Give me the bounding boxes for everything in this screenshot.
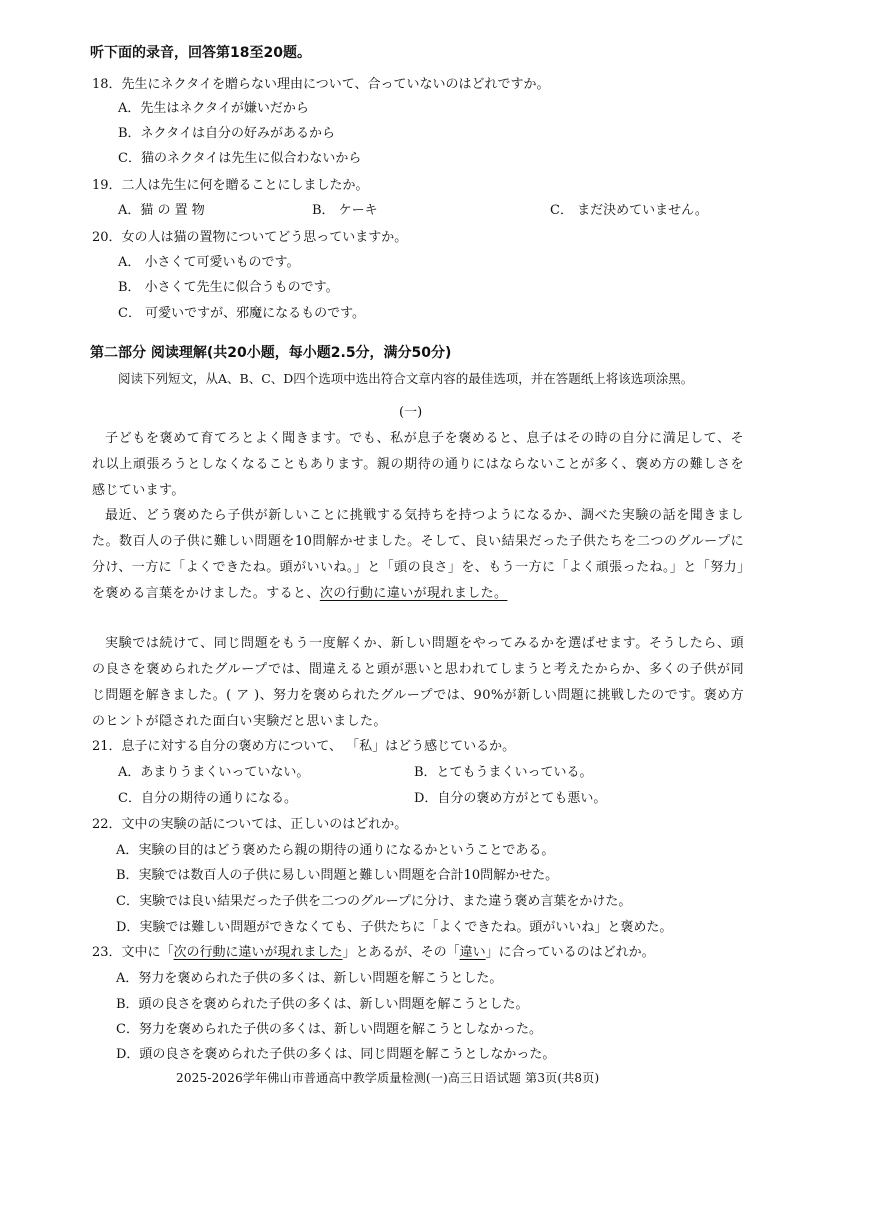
passage-paragraph-1: 子どもを褒めて育てろとよく聞きます。でも、私が息子を褒めると、息子はその時の自分に満足して、それ以上頑張ろうとしなくなることもあります。親の期待の通りにはならないことが多く、褒め方の難しさを感じています。 [92,431,744,498]
reading-section-title: 第二部分 阅读理解(共20小题，每小题2.5分，满分50分) [90,345,452,361]
question-22-stem: 22．文中の実験の話については、正しいのはどれか。 [92,817,408,832]
passage-number: (一) [399,405,423,420]
question-22-option-d: D．実験では難しい問題ができなくても、子供たちに「よくできたね。頭がいいね」と褒めた。 [116,920,673,935]
question-19-option-b: B． ケーキ [312,203,378,218]
paragraph-2-text: 最近、どう褒めたら子供が新しいことに挑戦する気持ちを持つようになるか、調べた実験の話を聞きました。数百人の子供に難しい問題を10問解かせました。そして、良い結果だった子供たちを二つのグループに分け、一方に「よくできたね。頭がいいね。」と「頭の良さ」を、もう一方に「よく頑張ったね。」と「努力」を褒める言葉をかけました。すると、 [92,508,744,601]
underlined-phrase: 次の行動に違いが現れました。 [319,586,508,601]
question-19-stem: 19．二人は先生に何を贈ることにしましたか。 [92,178,369,193]
question-20-option-b: B． 小さくて先生に似合うものです。 [118,280,339,295]
question-19-option-a: A．猫 の 置 物 [118,203,205,218]
listening-instruction: 听下面的录音，回答第18至20题。 [90,45,311,61]
question-18-option-a: A．先生はネクタイが嫌いだから [118,101,309,116]
question-22-option-a: A．実験の目的はどう褒めたら親の期待の通りになるかということである。 [116,843,555,858]
question-22-option-c: C．実験では良い結果だった子供を二つのグループに分け、また違う褒め言葉をかけた。 [116,894,632,909]
question-23-option-c: C．努力を褒められた子供の多くは、新しい問題を解こうとしなかった。 [116,1022,542,1037]
question-21-option-b: B．とてもうまくいっている。 [414,765,593,780]
question-23-stem-pre: 23．文中に「 [92,945,174,960]
question-20-option-a: A． 小さくて可愛いものです。 [118,255,300,270]
question-18-stem: 18．先生にネクタイを贈らない理由について、合っていないのはどれですか。 [92,77,550,92]
question-21-option-a: A．あまりうまくいっていない。 [118,765,310,780]
question-19-option-c: C． まだ決めていません。 [550,203,708,218]
question-23-stem-mid: 」とあるが、その「 [342,945,460,960]
question-23-stem-post: 」に合っているのはどれか。 [485,945,655,960]
question-21-stem: 21．息子に対する自分の褒め方について、 「私」はどう感じているか。 [92,739,516,754]
reading-instruction: 阅读下列短文，从A、B、C、D四个选项中选出符合文章内容的最佳选项，并在答题纸上将该选项涂黑。 [118,371,694,386]
question-20-stem: 20．女の人は猫の置物についてどう思っていますか。 [92,230,408,245]
passage-paragraph-3: 実験では続けて、同じ問題をもう一度解くか、新しい問題をやってみるかを選ばせます。そうしたら、頭の良さを褒められたグループでは、間違えると頭が悪いと思われてしまうと考えたからか、多くの子供が同じ問題を解きました。( ア )、努力を褒められたグループでは、90%が新しい問題に挑戦したのです。褒め方のヒントが隠された面白い実験だと思いました。 [92,636,744,729]
passage-paragraph-2 [92,503,744,607]
question-21-option-d: D．自分の褒め方がとても悪い。 [414,791,607,806]
question-18-option-c: C．猫のネクタイは先生に似合わないから [118,151,362,166]
question-23-quote-phrase: 次の行動に違いが現れました [173,945,343,960]
question-21-option-c: C．自分の期待の通りになる。 [118,791,297,806]
question-23-option-d: D．頭の良さを褒められた子供の多くは、同じ問題を解こうとしなかった。 [116,1047,556,1062]
question-23-stem [92,944,655,962]
question-20-option-c: C． 可愛いですが、邪魔になるものです。 [118,306,366,321]
question-23-quote-word: 違い [459,945,486,960]
question-22-option-b: B．実験では数百人の子供に易しい問題と難しい問題を合計10問解かせた。 [116,868,559,883]
question-23-option-a: A．努力を褒められた子供の多くは、新しい問題を解こうとした。 [116,971,503,986]
question-23-option-b: B．頭の良さを褒められた子供の多くは、新しい問題を解こうとした。 [116,997,529,1012]
question-18-option-b: B．ネクタイは自分の好みがあるから [118,126,336,141]
page-footer: 2025-2026学年佛山市普通高中教学质量检测(一)高三日语试题 第3页(共8页) [176,1071,600,1085]
